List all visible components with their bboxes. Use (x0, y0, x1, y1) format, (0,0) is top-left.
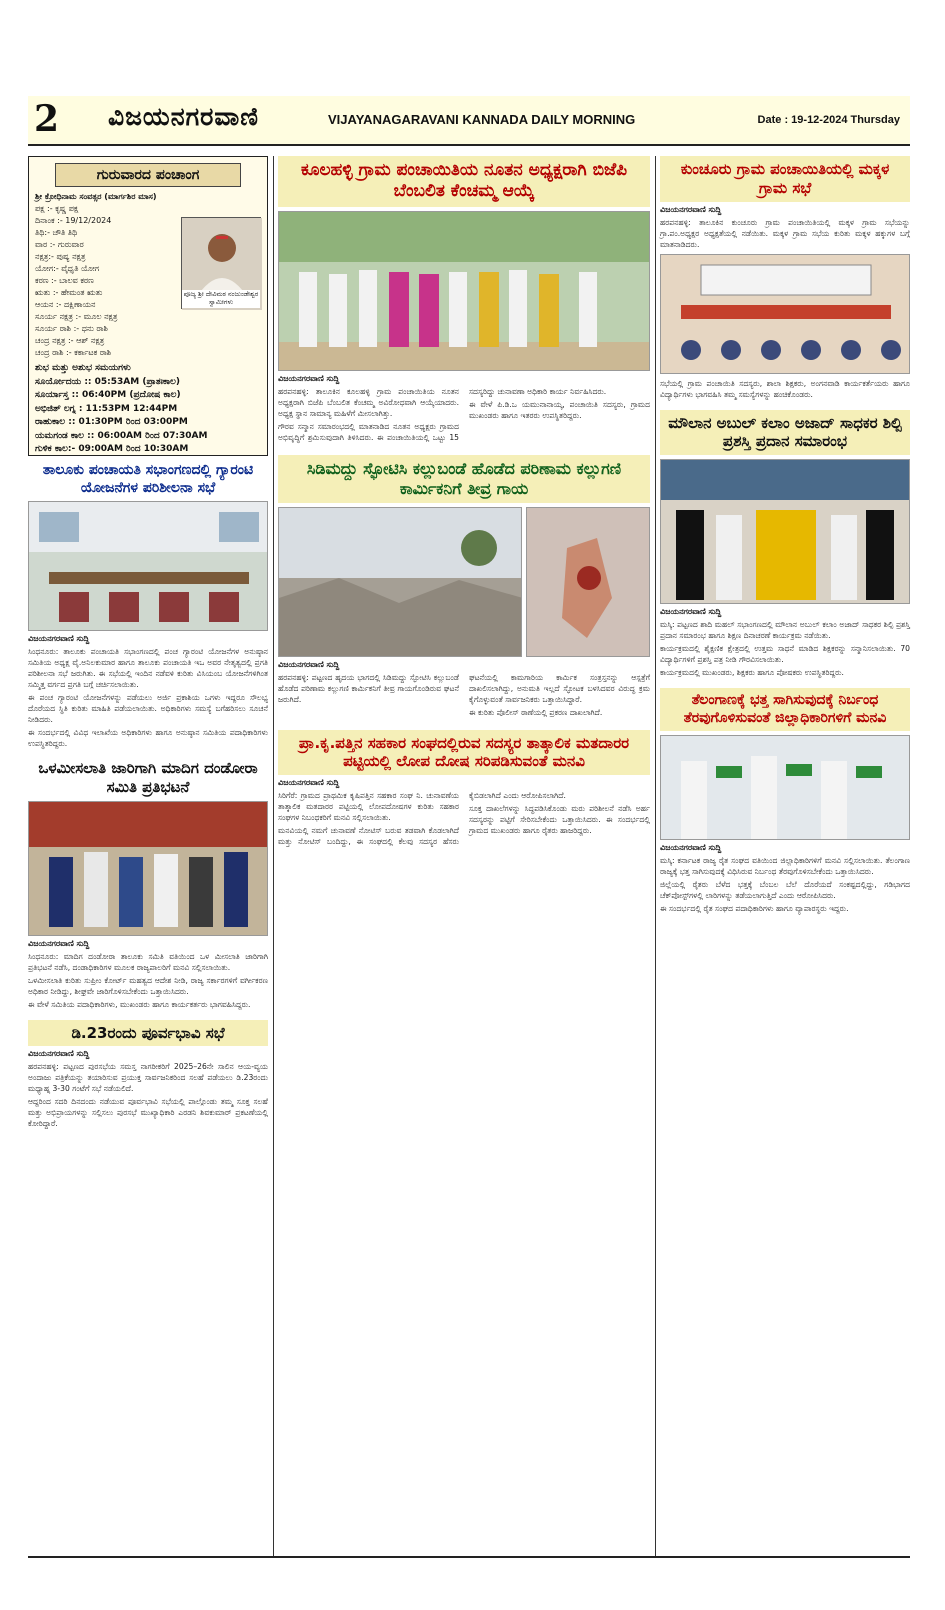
panchanga-box (28, 156, 268, 456)
timing-row: ಅಭಿಜಿತ್ ಲಗ್ನ : 11:53PM 12:44PM (35, 403, 178, 414)
panchanga-samvatsara: ಶ್ರೀ ಕ್ರೋಧಿನಾಮ ಸಂವತ್ಸರ (ಮಾರ್ಗಶಿರ ಮಾಸ) (35, 192, 157, 201)
column-divider (655, 156, 656, 1556)
page-footer-rule (28, 1556, 910, 1558)
column-left (28, 156, 268, 1131)
newspaper-title-kannada: ವಿಜಯನಗರವಾಣಿ (108, 102, 259, 131)
panchanga-row: ಸೂರ್ಯ ನಕ್ಷತ್ರ :- ಮೂಲ ನಕ್ಷತ್ರ (35, 312, 118, 321)
article-body (278, 672, 650, 718)
award-ceremony-image-icon (661, 460, 910, 604)
award-ceremony-photo (660, 459, 910, 604)
timing-row: ಸೂರ್ಯಾಸ್ತ :: 06:40PM (ಪ್ರದೋಷ ಕಾಲ) (35, 390, 181, 400)
article-dateline: ವಿಜಯನಗರವಾಣಿ ಸುದ್ದಿ (28, 634, 90, 643)
panchanga-title: ಗುರುವಾರದ ಪಂಚಾಂಗ (55, 163, 241, 187)
article-paragraph: ಒಳಮೀಸಲಾತಿ ಕುರಿತು ಸುಪ್ರೀಂ ಕೋರ್ಟ್ ಮಹತ್ವದ ಆದೇಶ ನೀಡಿ, ರಾಜ್ಯ ಸರ್ಕಾರಗಳಿಗೆ ವರ್ಗೀಕರಣ ಅಧಿಕಾರ ನೀಡಿದ್ದು, ಶೀಘ್ರವೇ ಜಾರಿಗೊಳಿಸಬೇಕೆಂದು ಒತ್ತಾಯಿಸಿದರು. (28, 975, 268, 996)
article-paragraph: ಹರಪನಹಳ್ಳಿ: ಪಟ್ಟಣದ ಪುರಸಭೆಯ ಸಮಸ್ತ ನಾಗರೀಕರಿಗೆ 2025–26ನೇ ಸಾಲಿನ ಆಯ-ವ್ಯಯ ಅಂದಾಜು ಪತ್ರಿಕೆಯನ್ನು ತಯಾರಿಸುವ ಪ್ರಯುಕ್ತ ಸಾರ್ವಜನಿಕರಿಂದ ಸಲಹೆ ಪಡೆಯಲು ಡಿ.23ರಂದು ಮಧ್ಯಾಹ್ನ 3-30 ಗಂಟೆಗೆ ಸಭೆ ನಡೆಯಲಿದೆ. (28, 1062, 268, 1094)
article-headline: ಮೌಲಾನ ಅಬುಲ್ ಕಲಾಂ ಅಜಾದ್ ಸಾಧಕರ ಶಿಲ್ಪಿ ಪ್ರಶಸ್ತಿ ಪ್ರದಾನ ಸಮಾರಂಭ (660, 410, 910, 456)
article-madiga (28, 759, 268, 1010)
article-cooperative (278, 730, 650, 848)
article-dateline: ವಿಜಯನಗರವಾಣಿ ಸುದ್ದಿ (28, 1049, 90, 1059)
protest-photo (28, 801, 268, 936)
article-headline: ಡಿ.23ರಂದು ಪೂರ್ವಭಾವಿ ಸಭೆ (28, 1020, 268, 1047)
article-blast (278, 455, 650, 718)
quarry-photo (278, 507, 522, 657)
article-paragraph: ಜಿಲ್ಲೆಯಲ್ಲಿ ರೈತರು ಬೆಳೆದ ಭತ್ತಕ್ಕೆ ಬೆಂಬಲ ಬೆಲೆ ದೊರೆಯದೆ ಸಂಕಷ್ಟದಲ್ಲಿದ್ದು, ಗಡಿಭಾಗದ ಚೆಕ್‌ಪೋಸ್ಟ್‌ಗಳಲ್ಲಿ ಲಾರಿಗಳನ್ನು ತಡೆಯಲಾಗುತ್ತಿದೆ ಎಂದು ಆರೋಪಿಸಿದರು. (660, 880, 910, 900)
protest-image-icon (29, 802, 268, 936)
article-headline: ಕೂಲಹಳ್ಳಿ ಗ್ರಾಮ ಪಂಚಾಯಿತಿಯ ನೂತನ ಅಧ್ಯಕ್ಷರಾಗಿ ಬಿಜೆಪಿ ಬೆಂಬಲಿತ ಕೆಂಚಮ್ಮ ಆಯ್ಕೆ (278, 156, 650, 207)
article-meeting23 (28, 1020, 268, 1130)
blast-photos (278, 507, 650, 657)
priest-caption: ಪೂಜ್ಯ ಶ್ರೀ ದೇವಿಮಠ ನಂಜುಂಡೇಶ್ವರ ಸ್ವಾಮೀಗಳು (183, 290, 259, 307)
article-dateline: ವಿಜಯನಗರವಾಣಿ ಸುದ್ದಿ (660, 607, 722, 616)
article-paragraph: ಸೂಕ್ತ ದಾಖಲೆಗಳನ್ನು ಸಿದ್ಧಪಡಿಸಿಕೊಂಡು ಮರು ಪರಿಶೀಲನೆ ನಡೆಸಿ ಅರ್ಹ ಸದಸ್ಯರನ್ನು ಪಟ್ಟಿಗೆ ಸೇರಿಸಬೇಕೆಂದು ಒತ್ತಾಯಿಸಿದರು. ಈ ಸಂದರ್ಭದಲ್ಲಿ ಗ್ರಾಮದ ಮುಖಂಡರು ಹಾಗೂ ರೈತರು ಹಾಜರಿದ್ದರು. (469, 804, 650, 835)
panchanga-row: ಆಯನ :- ದಕ್ಷಿಣಾಯನ (35, 300, 96, 309)
article-headline: ತೆಲಂಗಾಣಕ್ಕೆ ಭತ್ತ ಸಾಗಿಸುವುದಕ್ಕೆ ನಿರ್ಬಂಧ ತೆರವುಗೊಳಿಸುವಂತೆ ಜಿಲ್ಲಾಧಿಕಾರಿಗಳಿಗೆ ಮನವಿ (660, 688, 910, 731)
timing-row: ರಾಹುಕಾಲ :: 01:30PM ರಿಂದ 03:00PM (35, 417, 188, 427)
article-headline: ತಾಲೂಕು ಪಂಚಾಯತಿ ಸಭಾಂಗಣದಲ್ಲಿ ಗ್ಯಾರಂಟಿ ಯೋಜನೆಗಳ ಪರಿಶೀಲನಾ ಸಭೆ (42, 462, 254, 496)
panchanga-row: ನಕ್ಷತ್ರ:- ಪುಷ್ಯ ನಕ್ಷತ್ರ (35, 252, 86, 261)
shubha-title: ಶುಭ ಮತ್ತು ಅಶುಭ ಸಮಯಗಳು (35, 363, 131, 373)
article-body (660, 378, 910, 400)
group-photo-image-icon (279, 212, 650, 371)
meeting-hall-photo (28, 501, 268, 631)
farmers-memorandum-photo (660, 735, 910, 840)
column-center (278, 156, 650, 847)
article-body (28, 1061, 268, 1129)
article-dateline: ವಿಜಯನಗರವಾಣಿ ಸುದ್ದಿ (278, 659, 340, 669)
article-body (28, 646, 268, 749)
article-paragraph: ಹರಪನಹಳ್ಳಿ: ತಾಲೂಕಿನ ಕುಂಚೂರು ಗ್ರಾಮ ಪಂಚಾಯಿತಿಯಲ್ಲಿ ಮಕ್ಕಳ ಗ್ರಾಮ ಸಭೆಯನ್ನು ಗ್ರಾ.ಪಂ.ಅಧ್ಯಕ್ಷರ ಅಧ್ಯಕ್ಷತೆಯಲ್ಲಿ ನಡೆಯಿತು. ಮಕ್ಕಳ ಗ್ರಾಮ ಸಭೆಯ ಕುರಿತು ಮಕ್ಕಳ ಹಕ್ಕುಗಳ ಬಗ್ಗೆ ಮಾತನಾಡಿದರು. (660, 217, 910, 249)
article-taluk (28, 462, 268, 749)
article-body (660, 619, 910, 678)
article-dateline: ವಿಜಯನಗರವಾಣಿ ಸುದ್ದಿ (660, 204, 722, 214)
article-body (660, 855, 910, 914)
article-paragraph: ಕಾರ್ಯಕ್ರಮದಲ್ಲಿ ಮುಖಂಡರು, ಶಿಕ್ಷಕರು ಹಾಗೂ ಪೋಷಕರು ಉಪಸ್ಥಿತರಿದ್ದರು. (660, 668, 844, 677)
article-paragraph: ಹರಪನಹಳ್ಳಿ: ತಾಲೂಕಿನ ಕೂಲಹಳ್ಳಿ ಗ್ರಾಮ ಪಂಚಾಯಿತಿಯ ನೂತನ ಅಧ್ಯಕ್ಷರಾಗಿ ಬಿಜೆಪಿ ಬೆಂಬಲಿತ ಕೆಂಚಮ್ಮ ಅವಿರೋಧವಾಗಿ ಆಯ್ಕೆಯಾದರು. ಅಧ್ಯಕ್ಷ ಸ್ಥಾನ ಸಾಮಾನ್ಯ ಮಹಿಳೆಗೆ ಮೀಸಲಾಗಿತ್ತು. (278, 386, 459, 418)
article-paragraph: ಈ ವೇಳೆ ಪಿ.ಡಿ.ಒ ಯಮುನಾನಾಯ್ಕ, ಪಂಚಾಯಿತಿ ಸದಸ್ಯರು, ಗ್ರಾಮದ ಮುಖಂಡರು ಹಾಗೂ ಇತರರು ಉಪಸ್ಥಿತರಿದ್ದರು. (469, 399, 650, 420)
article-paragraph: ಹರಪನಹಳ್ಳಿ: ಪಟ್ಟಣದ ಹೃದಯ ಭಾಗದಲ್ಲಿ ಸಿಡಿಮದ್ದು ಸ್ಫೋಟಿಸಿ ಕಲ್ಲುಬಂಡೆ ಹೊಡೆದ ಪರಿಣಾಮ ಕಲ್ಲುಗಣಿ ಕಾರ್ಮಿಕನಿಗೆ ತೀವ್ರ ಗಾಯಗೊಂಡಿರುವ ಘಟನೆ ಜರುಗಿದೆ. (278, 672, 459, 704)
article-body (28, 951, 268, 1010)
article-paragraph: ಸಭೆಯಲ್ಲಿ ಗ್ರಾಮ ಪಂಚಾಯಿತಿ ಸದಸ್ಯರು, ಶಾಲಾ ಶಿಕ್ಷಕರು, ಅಂಗನವಾಡಿ ಕಾರ್ಯಕರ್ತೆಯರು ಹಾಗೂ ವಿದ್ಯಾರ್ಥಿಗಳು ಭಾಗವಹಿಸಿ ತಮ್ಮ ಸಮಸ್ಯೆಗಳನ್ನು ಹಂಚಿಕೊಂಡರು. (660, 378, 910, 399)
article-azad (660, 410, 910, 679)
panchanga-row: ವಾರ :- ಗುರುವಾರ (35, 240, 84, 249)
article-kenchamma (278, 156, 650, 443)
article-paragraph: ಈ ಸಂದರ್ಭದಲ್ಲಿ ವಿವಿಧ ಇಲಾಖೆಯ ಅಧಿಕಾರಿಗಳು ಹಾಗೂ ಅನುಷ್ಠಾನ ಸಮಿತಿಯ ಪದಾಧಿಕಾರಿಗಳು ಉಪಸ್ಥಿತರಿದ್ದರು. (28, 728, 268, 748)
article-paragraph: ಘಟನೆಯಲ್ಲಿ ಕಾಮಗಾರಿಯ ಕಾರ್ಮಿಕ ಸಂತ್ರಸ್ತನನ್ನು ಆಸ್ಪತ್ರೆಗೆ ದಾಖಲಿಸಲಾಗಿದ್ದು, ಅನುಮತಿ ಇಲ್ಲದೆ ಸ್ಫೋಟಕ ಬಳಸಿದವರ ವಿರುದ್ಧ ಕ್ರಮ ಕೈಗೊಳ್ಳುವಂತೆ ಸಾರ್ವಜನಿಕರು ಒತ್ತಾಯಿಸಿದ್ದಾರೆ. (469, 672, 650, 704)
panchanga-row: ದಿನಾಂಕ :- 19/12/2024 (35, 216, 112, 225)
article-paragraph: ಗೌರವ ಸನ್ಮಾನ ಸಮಾರಂಭದಲ್ಲಿ ಮಾತನಾಡಿದ ನೂತನ ಅಧ್ಯಕ್ಷರು ಗ್ರಾಮದ ಅಭಿವೃದ್ಧಿಗೆ ಶ್ರಮಿಸುವುದಾಗಿ ತಿಳಿಸಿದರು. ಈ ಪಂಚಾಯಿತಿಯಲ್ಲಿ ಒಟ್ಟು 15 ಸದಸ್ಯರಿದ್ದು ಚುನಾವಣಾ ಅಧಿಕಾರಿ ಕಾರ್ಯ ನಿರ್ವಹಿಸಿದರು. (278, 386, 607, 442)
page-number: 2 (34, 98, 60, 140)
article-paragraph: ಸಿಂಧನೂರು: ತಾಲೂಕು ಪಂಚಾಯತಿ ಸಭಾಂಗಣದಲ್ಲಿ ಪಂಚ ಗ್ಯಾರಂಟಿ ಯೋಜನೆಗಳ ಅನುಷ್ಠಾನ ಸಮಿತಿಯ ಅಧ್ಯಕ್ಷ ವೈ.ಅನಿಲಕುಮಾರ ಹಾಗೂ ತಾಲೂಕು ಪಂಚಾಯತಿ ಇಒ ಅವರ ನೇತೃತ್ವದಲ್ಲಿ ಪ್ರಗತಿ ಪರಿಶೀಲನಾ ಸಭೆ ಜರುಗಿತು. ಈ ಸಭೆಯಲ್ಲಿ ಇಂದಿನ ನಡೆವಳಿ ಕುರಿತು ವಿಸಿಯಂಬ ಯೋಜನೆಗಳಿಗಿಂತ ಸಮ್ಮಿತ್ತ ವರ್ಗದ ಪ್ರಗತಿ ಬಗ್ಗೆ ಚರ್ಚಿಸಲಾಯಿತು. (28, 647, 268, 689)
injury-photo (526, 507, 650, 657)
article-paragraph: ಈ ಸಂದರ್ಭದಲ್ಲಿ ರೈತ ಸಂಘದ ಪದಾಧಿಕಾರಿಗಳು ಹಾಗೂ ವ್ಯಾಪಾರಸ್ಥರು ಇದ್ದರು. (660, 904, 849, 913)
article-children (660, 156, 910, 400)
injured-hand-image-icon (527, 508, 650, 657)
newspaper-title-english: VIJAYANAGARAVANI KANNADA DAILY MORNING (328, 112, 636, 127)
children-meeting-image-icon (661, 255, 910, 374)
panchanga-row: ಚಂದ್ರ ನಕ್ಷತ್ರ :- ಆಶ್ ನಕ್ಷತ್ರ (35, 336, 105, 345)
article-headline: ಕುಂಚೂರು ಗ್ರಾಮ ಪಂಚಾಯಿತಿಯಲ್ಲಿ ಮಕ್ಕಳ ಗ್ರಾಮ ಸಭೆ (660, 156, 910, 202)
article-paragraph: ಸಿರಿಗೆರೆ: ಗ್ರಾಮದ ಪ್ರಾಥಮಿಕ ಕೃಷಿಪತ್ತಿನ ಸಹಕಾರ ಸಂಘ ನಿ. ಚುನಾವಣೆಯ ತಾತ್ಕಾಲಿಕ ಮತದಾರರ ಪಟ್ಟಿಯಲ್ಲಿ ಲೋಪದೋಷಗಳ ಕುರಿತು ಸಹಕಾರ ಸಂಘಗಳ ನಿಬಂಧಕರಿಗೆ ಮನವಿ ಸಲ್ಲಿಸಲಾಯಿತು. (278, 791, 459, 822)
panchanga-row: ಸೂರ್ಯ ರಾಶಿ :- ಧನು ರಾಶಿ (35, 324, 108, 333)
panchanga-row: ಋತು :- ಹೇಮಂತ ಋತು (35, 288, 103, 297)
meeting-hall-image-icon (29, 502, 268, 631)
article-dateline: ವಿಜಯನಗರವಾಣಿ ಸುದ್ದಿ (278, 373, 340, 383)
article-dateline: ವಿಜಯನಗರವಾಣಿ ಸುದ್ದಿ (28, 938, 90, 948)
panchanga-row: ತಿಥಿ:- ಚೌತಿ ತಿಥಿ (35, 228, 78, 237)
farmers-image-icon (661, 736, 910, 840)
timing-row: ಯಮಗಂಡ ಕಾಲ :: 06:00AM ರಿಂದ 07:30AM (35, 430, 208, 441)
article-paragraph: ಈ ಕುರಿತು ಪೊಲೀಸ್ ಠಾಣೆಯಲ್ಲಿ ಪ್ರಕರಣ ದಾಖಲಾಗಿದೆ. (469, 707, 603, 717)
issue-date: Date : 19-12-2024 Thursday (757, 114, 900, 126)
panchanga-row: ಚಂದ್ರ ರಾಶಿ :- ಕರ್ಕಾಟಕ ರಾಶಿ (35, 348, 112, 357)
children-meeting-photo (660, 254, 910, 374)
article-headline: ಒಳಮೀಸಲಾತಿ ಜಾರಿಗಾಗಿ ಮಾದಿಗ ದಂಡೋರಾ ಸಮಿತಿ ಪ್ರತಿಭಟನೆ (38, 759, 258, 796)
panchanga-row: ಪಕ್ಷ :- ಕೃಷ್ಣ ಪಕ್ಷ (35, 204, 79, 213)
article-paragraph: ಮಸ್ಕಿ: ಕರ್ನಾಟಕ ರಾಜ್ಯ ರೈತ ಸಂಘದ ವತಿಯಿಂದ ಜಿಲ್ಲಾಧಿಕಾರಿಗಳಿಗೆ ಮನವಿ ಸಲ್ಲಿಸಲಾಯಿತು. ತೆಲಂಗಾಣ ರಾಜ್ಯಕ್ಕೆ ಭತ್ತ ಸಾಗಿಸುವುದಕ್ಕೆ ವಿಧಿಸಿರುವ ನಿರ್ಬಂಧ ತೆರವುಗೊಳಿಸಬೇಕೆಂದು ಒತ್ತಾಯಿಸಿದರು. (660, 856, 910, 876)
panchanga-row: ಯೋಗ:- ವೈಧೃತಿ ಯೋಗ (35, 264, 100, 273)
panchanga-row: ಕರಣ :- ಬಾಲವ ಕರಣ (35, 276, 94, 285)
panchayat-group-photo (278, 211, 650, 371)
article-headline: ಸಿಡಿಮದ್ದು ಸ್ಫೋಟಿಸಿ ಕಲ್ಲುಬಂಡೆ ಹೊಡೆದ ಪರಿಣಾಮ ಕಲ್ಲುಗಣಿ ಕಾರ್ಮಿಕನಿಗೆ ತೀವ್ರ ಗಾಯ (278, 455, 650, 503)
masthead (28, 96, 910, 146)
quarry-image-icon (279, 508, 522, 657)
column-divider (273, 156, 274, 1556)
article-dateline: ವಿಜಯನಗರವಾಣಿ ಸುದ್ದಿ (278, 778, 340, 787)
article-body (278, 386, 650, 443)
article-body (660, 217, 910, 250)
article-paragraph: ಈ ವೇಳೆ ಸಮಿತಿಯ ಪದಾಧಿಕಾರಿಗಳು, ಮುಖಂಡರು ಹಾಗೂ ಕಾರ್ಯಕರ್ತರು ಭಾಗವಹಿಸಿದ್ದರು. (28, 999, 251, 1009)
article-paragraph: ಸಿಂಧನೂರು: ಮಾದಿಗ ದಂಡೋರಾ ತಾಲೂಕು ಸಮಿತಿ ವತಿಯಿಂದ ಒಳ ಮೀಸಲಾತಿ ಜಾರಿಗಾಗಿ ಪ್ರತಿಭಟನೆ ನಡೆಸಿ, ದಂಡಾಧಿಕಾರಿಗಳ ಮೂಲಕ ರಾಜ್ಯಪಾಲರಿಗೆ ಮನವಿ ಸಲ್ಲಿಸಲಾಯಿತು. (28, 951, 268, 972)
article-paragraph: ಮನವಿಯಲ್ಲಿ ನಮಗೆ ಚುನಾವಣೆ ನೋಟಿಸ್ ಬರುವ ತಡವಾಗಿ ಕೊಡಲಾಗಿದೆ ಮತ್ತು ನೋಟಿಸ್ ಬಂದಿದ್ದು, ಈ ಸಂಘದಲ್ಲಿ ಕೆಲವು ಸದಸ್ಯರ ಹೆಸರು ಕೈಬಿಡಲಾಗಿದೆ ಎಂದು ಆರೋಪಿಸಲಾಗಿದೆ. (278, 791, 566, 846)
article-paragraph: ಕಾರ್ಯಕ್ರಮದಲ್ಲಿ ಶೈಕ್ಷಣಿಕ ಕ್ಷೇತ್ರದಲ್ಲಿ ಉತ್ತಮ ಸಾಧನೆ ಮಾಡಿದ ಶಿಕ್ಷಕರನ್ನು ಸನ್ಮಾನಿಸಲಾಯಿತು. 70 ವಿದ್ಯಾರ್ಥಿಗಳಿಗೆ ಪ್ರಶಸ್ತಿ ಪತ್ರ ನೀಡಿ ಗೌರವಿಸಲಾಯಿತು. (660, 644, 910, 664)
column-right (660, 156, 910, 916)
article-paragraph: ಆದ್ದರಿಂದ ಸದರಿ ದಿನದಂದು ನಡೆಯುವ ಪೂರ್ವಭಾವಿ ಸಭೆಯಲ್ಲಿ ಪಾಲ್ಗೊಂಡು ತಮ್ಮ ಸೂಕ್ತ ಸಲಹೆ ಮತ್ತು ಅಭಿಪ್ರಾಯಗಳನ್ನು ಸಲ್ಲಿಸಲು ಪುರಸಭೆ ಮುಖ್ಯಾಧಿಕಾರಿ ಎರಡನಿ ಶಿವಕುಮಾರ್ ಪ್ರಕಟಣೆಯಲ್ಲಿ ಕೋರಿದ್ದಾರೆ. (28, 1097, 268, 1129)
article-telangana (660, 688, 910, 914)
article-body (278, 790, 650, 847)
priest-photo (181, 217, 261, 309)
timing-row: ಸೂರ್ಯೋದಯ :: 05:53AM (ಪ್ರಾತಃಕಾಲ) (35, 376, 181, 387)
timing-row: ಗುಳಿಕ ಕಾಲ:- 09:00AM ರಿಂದ 10:30AM (35, 444, 189, 454)
article-headline: ಪ್ರಾ.ಕೃ.ಪತ್ತಿನ ಸಹಕಾರ ಸಂಘದಲ್ಲಿರುವ ಸದಸ್ಯರ ತಾತ್ಕಾಲಿಕ ಮತದಾರರ ಪಟ್ಟಿಯಲ್ಲಿ ಲೋಪ ದೋಷ ಸರಿಪಡಿಸುವಂತೆ ಮನವಿ (278, 730, 650, 776)
article-paragraph: ಈ ಪಂಚ ಗ್ಯಾರಂಟಿ ಯೋಜನೆಗಳನ್ನು ಪಡೆಯಲು ಅರ್ಜಿ ಪ್ರಕಾಶಿಯ ಒಗಳು ಇದ್ದರೂ ಸೌಲಭ್ಯ ದೊರೆಯದ ಸ್ಥಿತಿ ಕುರಿತು ಮಾಹಿತಿ ಪಡೆಯಲಾಯಿತು. ಅಧಿಕಾರಿಗಳು ಸಮಸ್ಯೆ ಬಗೆಹರಿಸಲು ಸೂಚನೆ ನೀಡಿದರು. (28, 693, 268, 724)
article-paragraph: ಮಸ್ಕಿ: ಪಟ್ಟಣದ ಶಾದಿ ಮಹಲ್ ಸಭಾಂಗಣದಲ್ಲಿ ಮೌಲಾನ ಅಬುಲ್ ಕಲಾಂ ಅಜಾದ್ ಸಾಧಕರ ಶಿಲ್ಪಿ ಪ್ರಶಸ್ತಿ ಪ್ರದಾನ ಸಮಾರಂಭ ಹಾಗೂ ಶಿಕ್ಷಣ ದಿನಾಚರಣೆ ಕಾರ್ಯಕ್ರಮ ನಡೆಯಿತು. (660, 620, 910, 640)
article-dateline: ವಿಜಯನಗರವಾಣಿ ಸುದ್ದಿ (660, 843, 722, 852)
panchanga-rows (35, 203, 175, 359)
